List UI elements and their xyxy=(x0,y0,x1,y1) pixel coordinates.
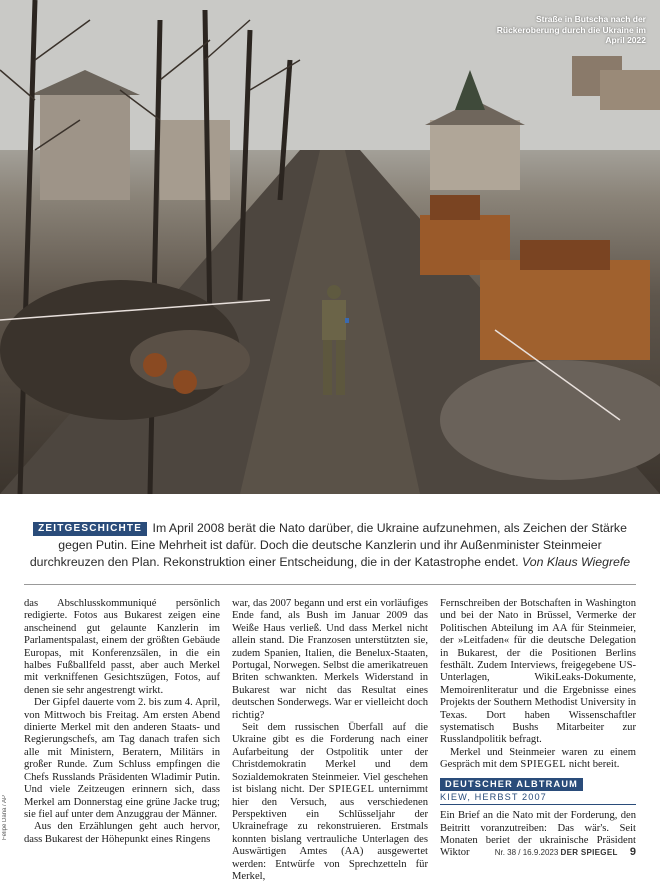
magazine-name: SPIEGEL xyxy=(520,759,567,771)
article-intro xyxy=(24,520,636,571)
paragraph xyxy=(232,722,428,883)
magazine-name: SPIEGEL xyxy=(328,784,375,796)
paragraph-text: Seit dem russischen Überfall auf die Ukraine gibt es die Forderung nach einer Aufarbeitung der Ostpolitik unter der Christdemokratin Merkel und dem Sozialdemokraten Steinmeier. Viel geschehen ist bislang nicht. Der xyxy=(232,722,428,796)
page-number: 9 xyxy=(629,846,636,858)
magazine-title: DER SPIEGEL xyxy=(560,848,618,857)
photo-credit: Felipe Dana / AP xyxy=(2,794,8,840)
paragraph: Ein Brief an die Nato mit der Forderung, den Beitritt voranzutreiben: Das wär's. Seit Monaten beriet der ukrainische Präsident Wiktor xyxy=(440,810,636,859)
photo-caption: Straße in Butscha nach der Rückeroberung durch die Ukraine im April 2022 xyxy=(496,14,646,45)
issue-info: Nr. 38 / 16.9.2023 xyxy=(494,848,559,857)
paragraph-text: Merkel und Steinmeier waren zu einem Gespräch mit dem xyxy=(440,746,636,771)
paragraph-text: unternimmt hier den Versuch, aus verschiedenen Perspektiven ein Schlüsseljahr der Ukrainefrage zu rekonstruieren. Erstmals konnten bislang vertrauliche Unterlagen des Auswärtigen Amtes (AA) ausgewertet werden: Entwürfe von Sprechzetteln für Merkel, xyxy=(232,784,428,882)
text-column-1 xyxy=(24,598,220,846)
subsection-heading: DEUTSCHER ALBTRAUM xyxy=(440,778,583,791)
paragraph: Aus den Erzählungen geht auch hervor, dass Bukarest der Höhepunkt eines Ringens xyxy=(24,821,220,845)
paragraph: Fernschreiben der Botschaften in Washington und bei der Nato in Brüssel, Vermerke der Politischen Abteilung im AA für Steinmeier, der »Leitfaden« für die deutsche Delegation in Bukarest, der die Positionen Berlins festhält. Zudem Interviews, freigegebene US-Unterlagen, WikiLeaks-Dokumente, Memoirenliteratur und die Ergebnisse eines Projekts der Southern Methodist University in Texas. Dort haben Wissenschaftler systematisch Bushs Mitarbeiter zur Russlandpolitik befragt. xyxy=(440,598,636,746)
section-kicker: ZEITGESCHICHTE xyxy=(33,522,147,536)
intro-divider xyxy=(24,584,636,585)
subsection-dateline: KIEW, HERBST 2007 xyxy=(440,791,636,805)
paragraph: das Abschlusskommuniqué persönlich redigierte. Fotos aus Bukarest zeigen eine anscheinend gut gelaunte Kanzlerin im Parlamentspalast, einem der größten Gebäude Europas, mit Konferenzsälen, in die ein halbes Fußballfeld passt, aber auch Merkel mit verkniffenen Gesichtszügen, Fotos, auf denen sie sehr angestrengt wirkt. xyxy=(24,598,220,696)
paragraph-text: nicht bereit. xyxy=(568,759,620,771)
page-footer xyxy=(495,846,636,858)
paragraph: war, das 2007 begann und erst ein vorläufiges Ende fand, als Bush im Januar 2009 das Weiße Haus verließ. Und dass Merkel nicht allein stand. Die Franzosen unterstützten sie, zudem Spanien, Italien, die Benelux-Staaten, Portugal, Norwegen. Selbst die amerikatreuen Briten schwankten. Merkels Widerstand in Bukarest war nicht das Resultat eines deutschen Sonderwegs. War er vielleicht doch richtig? xyxy=(232,598,428,721)
author-byline: Von Klaus Wiegrefe xyxy=(522,555,631,569)
text-column-3 xyxy=(440,598,636,860)
text-column-2 xyxy=(232,598,428,883)
intro-text: Im April 2008 berät die Nato darüber, die Ukraine aufzunehmen, als Zeichen der Stärke gegen Putin. Eine Mehrheit ist dafür. Doch die deutsche Kanzlerin und ihr Außenminister Steinmeier durchkreuzen den Plan. Rekonstruktion einer Entscheidung, die in der Katastrophe endet. xyxy=(29,521,627,569)
paragraph: Der Gipfel dauerte vom 2. bis zum 4. April, von Mittwoch bis Freitag. Am ersten Abend dinierte Merkel mit den anderen Staats- und Regierungschefs, am Tag danach trafen sich alle mit Ministern, Beratern, Militärs in großer Runde. Zum Schluss empfingen die Chefs Russlands Präsidenten Wladimir Putin. Und viele Zeitzeugen erinnern sich, dass Merkel am Donnerstag eine grüne Jacke trug; sie fiel auf unter dem Anzuggrau der Männer. xyxy=(24,697,220,820)
paragraph xyxy=(440,747,636,772)
